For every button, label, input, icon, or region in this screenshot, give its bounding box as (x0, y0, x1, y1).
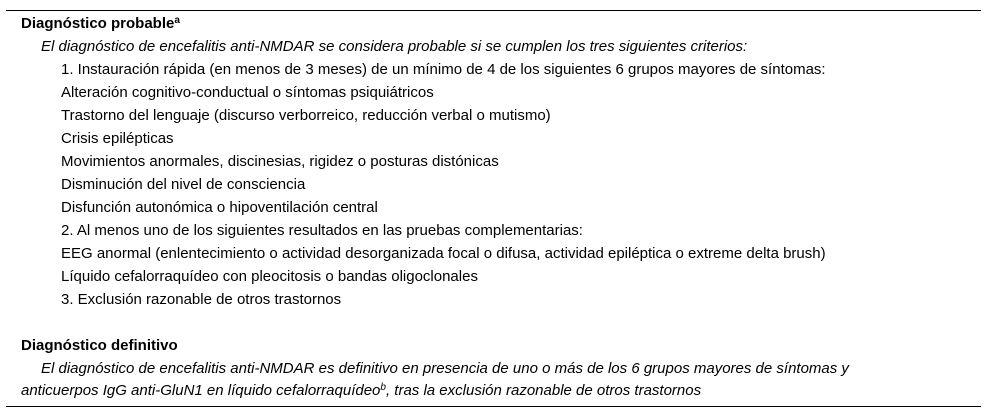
symptom-item: Alteración cognitivo-conductual o síntomas psiquiátricos (61, 84, 434, 101)
symptom-item: Disfunción autonómica o hipoventilación central (61, 199, 378, 216)
definitive-text-part: , tras la exclusión razonable de otros trastornos (385, 382, 702, 399)
probable-heading-text: Diagnóstico probable (21, 15, 175, 32)
test-item: Líquido cefalorraquídeo con pleocitosis o bandas oligoclonales (61, 268, 478, 285)
footnote-mark-a: a (174, 15, 180, 26)
test-item: EEG anormal (enlentecimiento o actividad desorganizada focal o difusa, actividad epiléptica o extreme delta brush) (61, 245, 826, 262)
symptom-item: Movimientos anormales, discinesias, rigidez o posturas distónicas (61, 153, 499, 170)
probable-heading (21, 14, 180, 33)
criteria-table (6, 10, 981, 407)
criterion-1: 1. Instauración rápida (en menos de 3 meses) de un mínimo de 4 de los siguientes 6 grupos mayores de síntomas: (61, 61, 826, 78)
definitive-text-part: anticuerpos IgG anti-GluN1 en líquido cefalorraquídeo (21, 382, 381, 399)
symptom-item: Disminución del nivel de consciencia (61, 176, 306, 193)
criterion-2: 2. Al menos uno de los siguientes resultados en las pruebas complementarias: (61, 222, 583, 239)
probable-intro: El diagnóstico de encefalitis anti-NMDAR se considera probable si se cumplen los tres siguientes criterios: (41, 38, 748, 55)
symptom-item: Trastorno del lenguaje (discurso verborreico, reducción verbal o mutismo) (61, 107, 551, 124)
definitive-text-line-1: El diagnóstico de encefalitis anti-NMDAR es definitivo en presencia de uno o más de los 6 grupos mayores de síntomas y (41, 360, 849, 377)
definitive-heading: Diagnóstico definitivo (21, 337, 178, 354)
criterion-3: 3. Exclusión razonable de otros trastornos (61, 291, 342, 308)
symptom-item: Crisis epilépticas (61, 130, 174, 147)
footnote-mark-b: b (380, 382, 386, 393)
definitive-text-line-2 (21, 381, 701, 400)
